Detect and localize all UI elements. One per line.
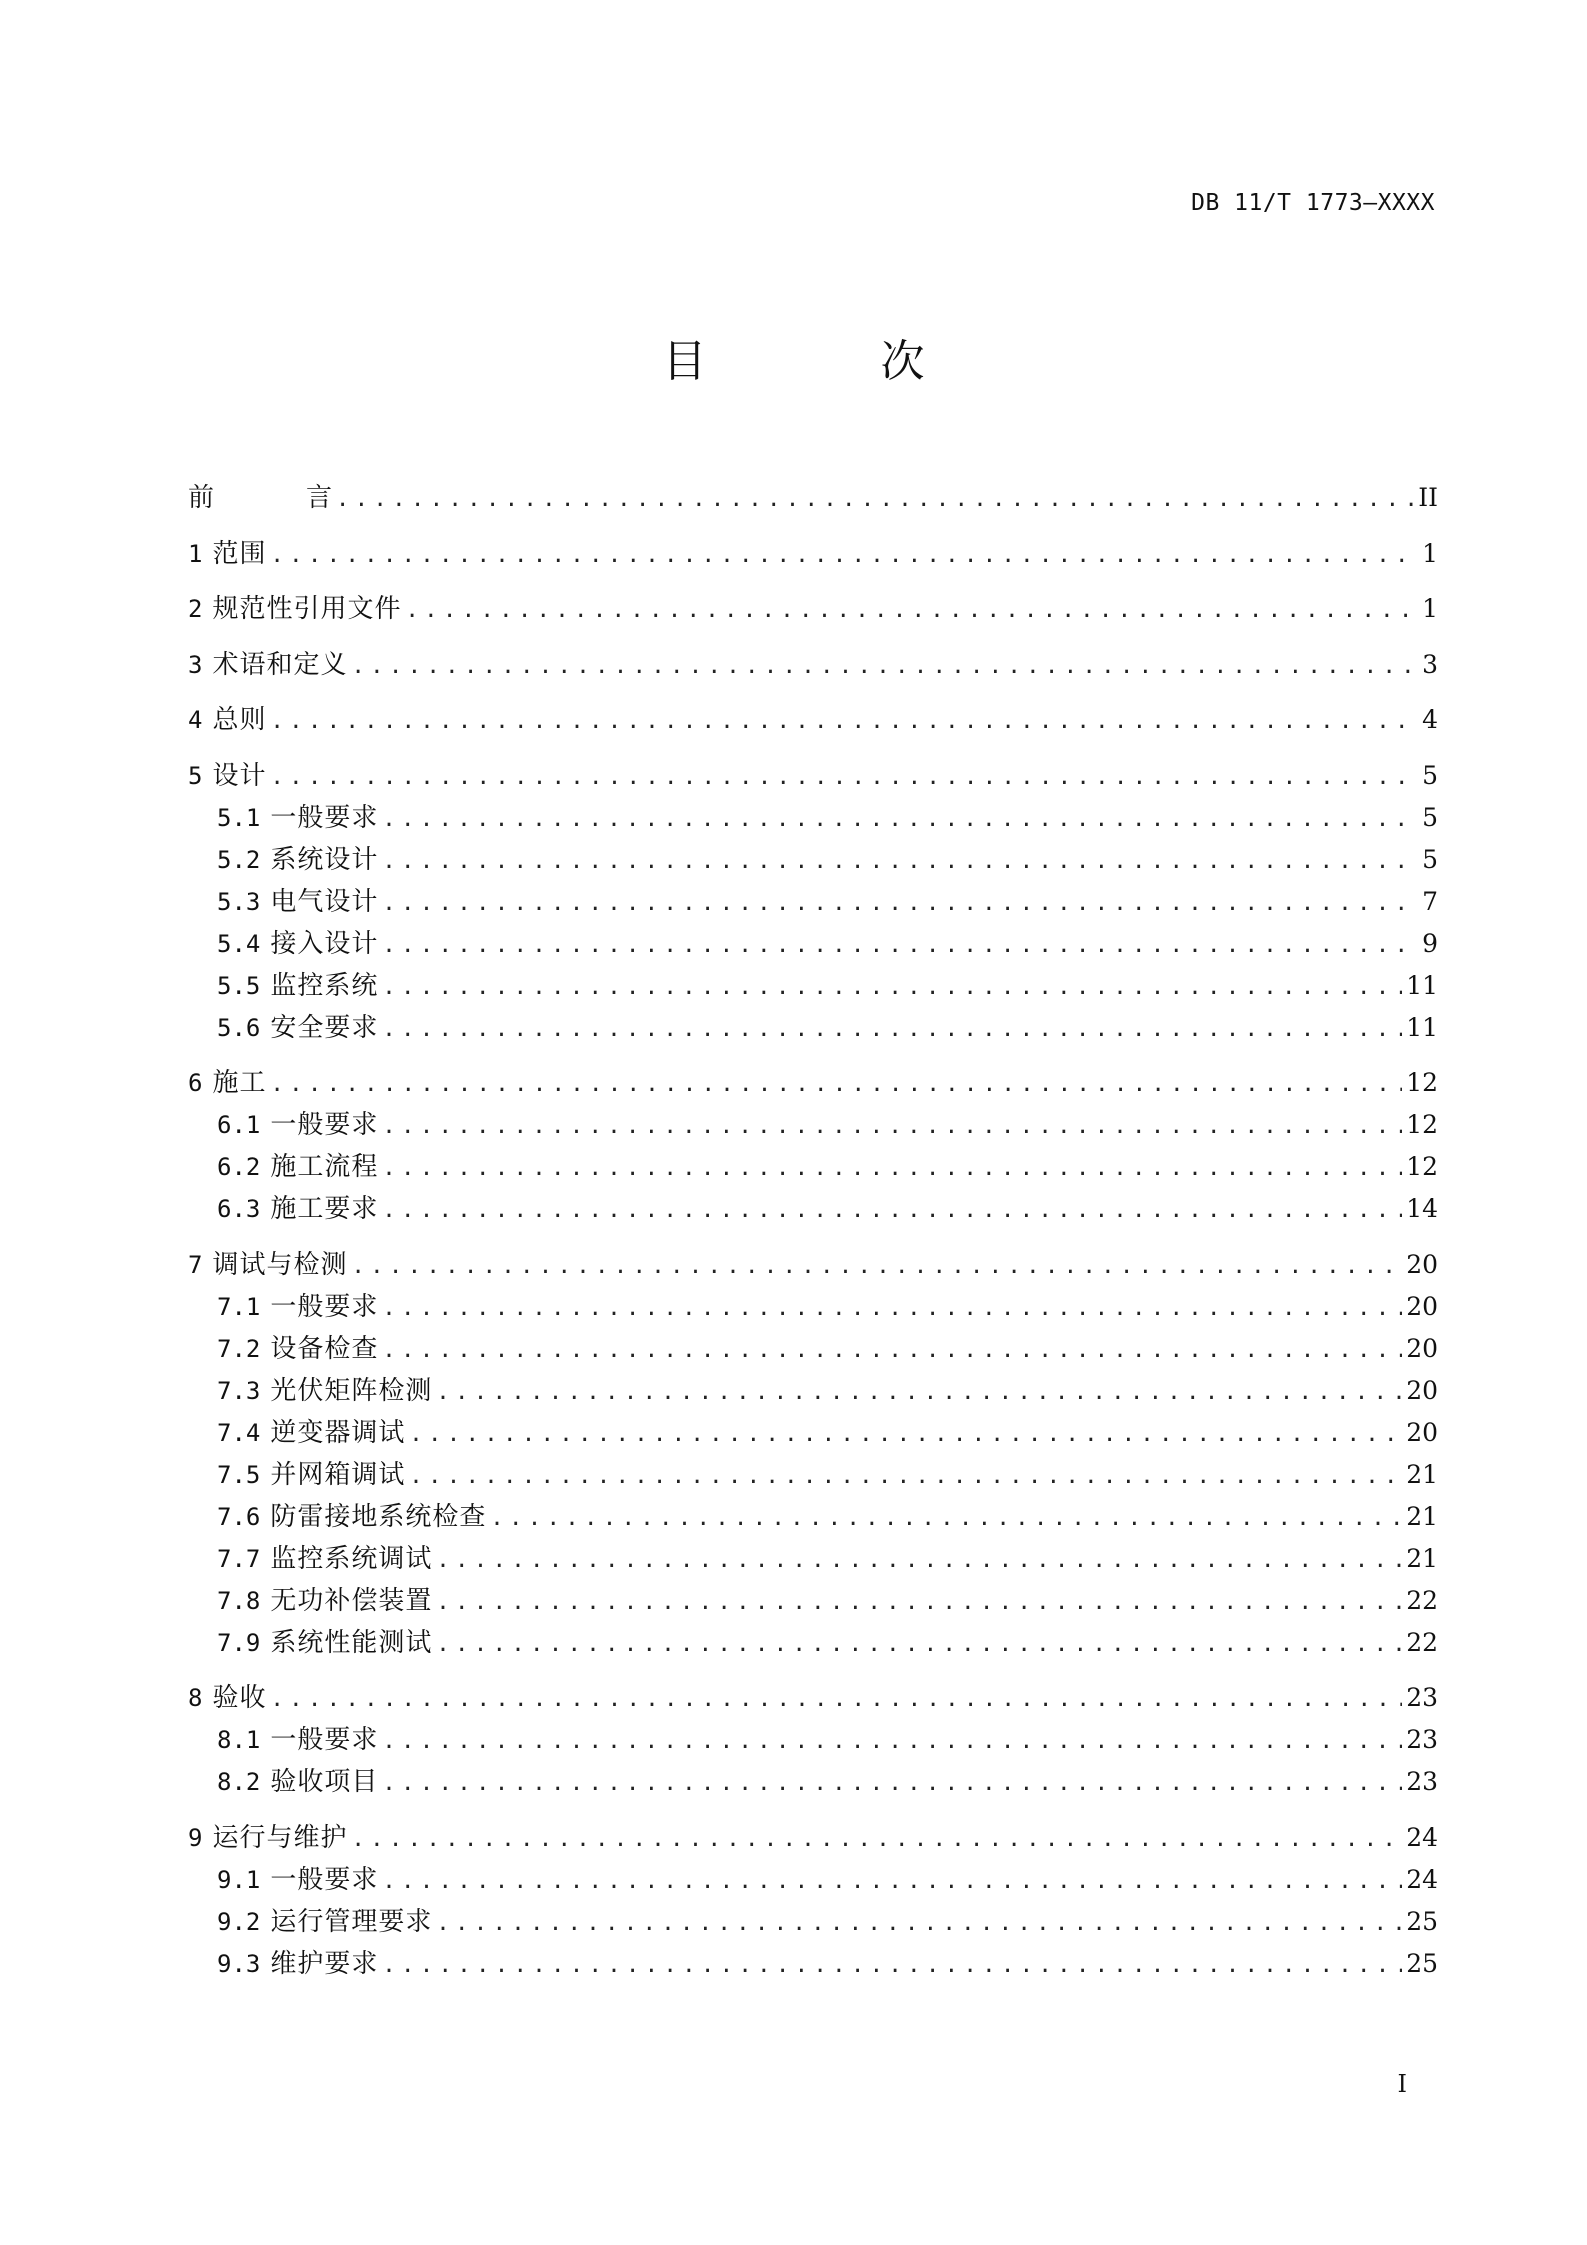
toc-entry-label: 设备检查 [270,1333,379,1364]
toc-leader-dots [436,1583,1402,1623]
toc-entry[interactable] [188,1189,1438,1231]
toc-entry[interactable] [188,1105,1438,1147]
toc-entry-label: 一般要求 [270,1110,379,1140]
toc-entry-label: 调试与检测 [212,1249,348,1280]
toc-leader-dots [436,1541,1402,1581]
toc-entry[interactable] [188,1944,1438,1986]
toc-leader-dots [490,1499,1402,1539]
toc-entry[interactable] [188,1371,1438,1413]
toc-leader-dots [382,1764,1402,1804]
toc-entry-label: 并网箱调试 [270,1459,406,1490]
toc-entry[interactable] [188,1539,1438,1581]
toc-entry-number: 7.6 [217,1502,261,1531]
toc-entry-page: 12 [1406,1068,1438,1097]
toc-entry[interactable] [188,534,1438,576]
toc-entry[interactable] [188,1762,1438,1804]
toc-leader-dots [382,968,1402,1008]
toc-entry-page: 5 [1422,760,1438,790]
toc-entry[interactable] [188,700,1438,742]
toc-leader-dots [382,1331,1402,1371]
toc-entry[interactable] [188,1455,1438,1497]
toc-entry-number: 5.5 [217,971,261,1000]
toc-leader-dots [436,1373,1402,1413]
toc-entry-number: 2 [188,595,203,623]
toc-entry[interactable] [188,478,1438,520]
toc-entry-label: 防雷接地系统检查 [270,1501,487,1532]
toc-entry[interactable] [188,1623,1438,1665]
toc-entry-page: 11 [1406,1012,1438,1042]
toc-entry[interactable] [188,1063,1438,1105]
toc-entry-label: 安全要求 [270,1012,379,1043]
toc-entry-page: 23 [1406,1725,1438,1754]
toc-entry-number: 7.4 [217,1418,261,1447]
toc-entry-label: 范围 [212,538,267,569]
toc-leader-dots [382,1862,1402,1902]
toc-leader-dots [270,1680,1402,1720]
toc-entry[interactable] [188,798,1438,840]
toc-entry-label: 运行与维护 [212,1822,348,1853]
toc-entry-label: 设计 [212,760,267,791]
toc-entry-number: 7.8 [217,1586,261,1615]
toc-leader-dots [409,1415,1402,1455]
toc-entry-label: 接入设计 [270,928,379,959]
toc-entry-label: 逆变器调试 [270,1417,406,1448]
toc-entry-page: 1 [1422,594,1438,623]
toc-leader-dots [270,1065,1402,1105]
toc-entry-page: 20 [1406,1417,1438,1447]
toc-entry-label: 验收项目 [270,1767,379,1797]
toc-entry-number: 5.6 [217,1013,261,1042]
toc-entry-label: 系统性能测试 [270,1627,433,1658]
toc-entry-page: 20 [1406,1333,1438,1363]
toc-entry-label: 一般要求 [270,1725,379,1755]
toc-entry-page: 24 [1406,1864,1438,1894]
toc-entry-number: 7.3 [217,1376,261,1405]
toc-entry-number: 9.2 [217,1907,261,1936]
toc-entry-page: 20 [1406,1291,1438,1321]
toc-entry-page: 21 [1406,1543,1438,1573]
toc-entry[interactable] [188,1678,1438,1720]
toc-leader-dots [382,1191,1402,1231]
toc-entry-number: 7.1 [217,1292,261,1321]
toc-leader-dots [382,1149,1402,1189]
toc-leader-dots [382,884,1418,924]
toc-entry-label: 施工要求 [270,1194,379,1224]
toc-leader-dots [382,1107,1402,1147]
toc-entry-number: 6.2 [217,1153,261,1181]
toc-entry-label: 前 言 [188,483,333,513]
toc-leader-dots [436,1904,1402,1944]
toc-entry-page: 9 [1422,928,1438,958]
toc-entry[interactable] [188,1581,1438,1623]
toc-entry-page: 12 [1406,1110,1438,1139]
toc-entry-page: 14 [1406,1194,1438,1223]
toc-entry-page: 20 [1406,1375,1438,1405]
toc-entry-page: 23 [1406,1683,1438,1712]
toc-entry[interactable] [188,840,1438,882]
toc-entry[interactable] [188,1008,1438,1050]
toc-entry-label: 施工流程 [270,1152,379,1182]
toc-entry-number: 1 [188,539,203,568]
toc-entry[interactable] [188,1497,1438,1539]
toc-entry-page: 25 [1406,1906,1438,1936]
toc-entry-number: 5 [188,761,203,790]
toc-entry-number: 8 [188,1684,203,1712]
toc-entry[interactable] [188,1147,1438,1189]
toc-entry-page: 5 [1422,802,1438,832]
toc-entry[interactable] [188,1329,1438,1371]
toc-entry-number: 5.3 [217,887,261,916]
toc-entry[interactable] [188,1860,1438,1902]
toc-entry[interactable] [188,645,1438,687]
toc-entry-label: 施工 [212,1068,267,1098]
toc-entry-page: 12 [1406,1152,1438,1181]
toc-entry[interactable] [188,882,1438,924]
toc-entry[interactable] [188,1413,1438,1455]
toc-leader-dots [382,800,1418,840]
toc-entry-number: 6.3 [217,1195,261,1223]
toc-entry-label: 一般要求 [270,1291,379,1322]
toc-entry-number: 9 [188,1823,203,1852]
toc-entry-label: 维护要求 [270,1948,379,1979]
toc-entry-label: 监控系统 [270,970,379,1001]
toc-entry-label: 监控系统调试 [270,1543,433,1574]
toc-leader-dots [351,1247,1402,1287]
toc-title: 目 次 [662,336,1005,387]
toc-leader-dots [382,842,1418,882]
table-of-contents [188,478,1438,1986]
toc-entry-number: 7 [188,1250,203,1279]
toc-entry[interactable] [188,1287,1438,1329]
toc-leader-dots [270,536,1418,576]
toc-leader-dots [336,480,1414,520]
toc-entry[interactable] [188,589,1438,631]
toc-entry-page: 7 [1422,886,1438,916]
toc-leader-dots [351,1820,1402,1860]
document-code: DB 11/T 1773—XXXX [1191,190,1435,216]
toc-entry[interactable] [188,1818,1438,1860]
toc-entry-page: 21 [1406,1459,1438,1489]
toc-entry[interactable] [188,1245,1438,1287]
toc-entry-page: 20 [1406,1249,1438,1279]
toc-entry-page: 5 [1422,844,1438,874]
toc-leader-dots [436,1625,1402,1665]
toc-entry-label: 一般要求 [270,1864,379,1895]
toc-entry-label: 术语和定义 [212,649,348,680]
toc-entry-number: 5.1 [217,803,261,832]
toc-entry-number: 7.5 [217,1460,261,1489]
toc-entry-number: 5.2 [217,845,261,874]
toc-entry-label: 运行管理要求 [270,1906,433,1937]
toc-leader-dots [382,1722,1402,1762]
toc-entry-number: 6.1 [217,1111,261,1139]
toc-entry-page: 1 [1422,538,1438,568]
toc-entry[interactable] [188,1720,1438,1762]
toc-entry-number: 7.2 [217,1334,261,1363]
toc-entry-page: 21 [1406,1501,1438,1531]
toc-entry-label: 电气设计 [270,886,379,917]
toc-entry-page: II [1418,483,1438,512]
toc-entry-label: 一般要求 [270,802,379,833]
toc-entry-label: 验收 [212,1683,267,1713]
toc-entry-label: 光伏矩阵检测 [270,1375,433,1406]
toc-entry-page: 3 [1422,649,1438,679]
toc-entry-number: 9.1 [217,1865,261,1894]
toc-entry-label: 总则 [212,705,267,735]
toc-entry[interactable] [188,924,1438,966]
toc-entry-page: 4 [1422,705,1438,734]
toc-entry-number: 4 [188,706,203,734]
toc-entry-number: 7.9 [217,1628,261,1657]
page-number: I [1397,2070,1407,2098]
toc-entry-label: 无功补偿装置 [270,1585,433,1616]
toc-entry-number: 3 [188,650,203,679]
toc-leader-dots [382,1289,1402,1329]
toc-leader-dots [382,926,1418,966]
toc-entry-number: 6 [188,1069,203,1097]
toc-entry-page: 22 [1406,1627,1438,1657]
toc-entry-number: 5.4 [217,929,261,958]
toc-entry-page: 22 [1406,1585,1438,1615]
toc-entry-page: 24 [1406,1822,1438,1852]
toc-leader-dots [405,591,1418,631]
toc-entry-page: 11 [1406,970,1438,1000]
toc-leader-dots [270,702,1418,742]
toc-entry[interactable] [188,966,1438,1008]
toc-entry-number: 8.2 [217,1768,261,1796]
toc-leader-dots [382,1946,1402,1986]
toc-entry-label: 规范性引用文件 [212,594,402,624]
toc-leader-dots [351,647,1418,687]
toc-entry-label: 系统设计 [270,844,379,875]
toc-entry-number: 7.7 [217,1544,261,1573]
toc-entry-number: 9.3 [217,1949,261,1978]
toc-leader-dots [270,758,1418,798]
toc-entry-number: 8.1 [217,1726,261,1754]
toc-leader-dots [382,1010,1402,1050]
toc-leader-dots [409,1457,1402,1497]
toc-entry-page: 25 [1406,1948,1438,1978]
toc-entry-page: 23 [1406,1767,1438,1796]
toc-entry[interactable] [188,1902,1438,1944]
toc-entry[interactable] [188,756,1438,798]
